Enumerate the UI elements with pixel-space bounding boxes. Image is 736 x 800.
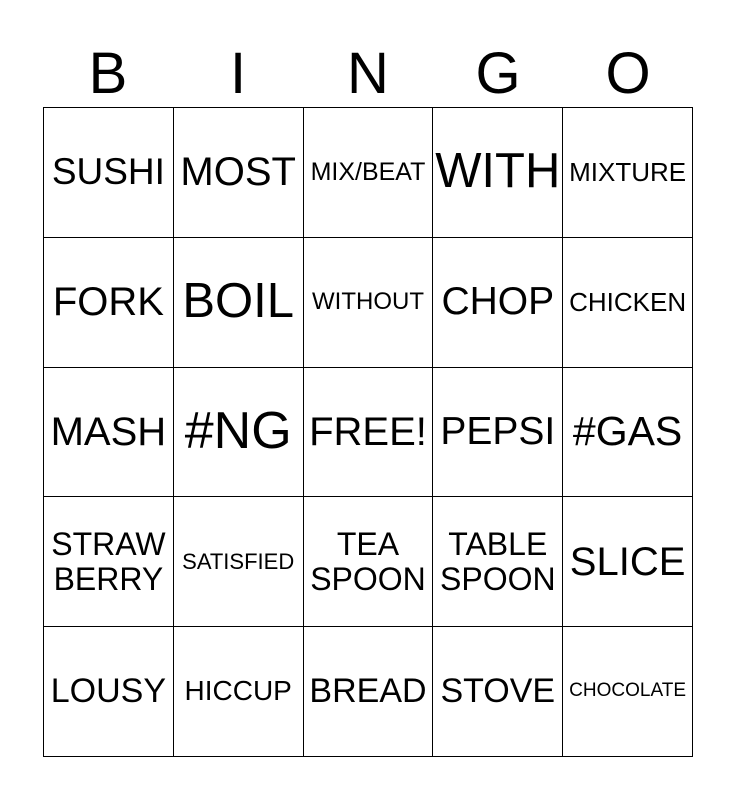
bingo-cell-label: CHICKEN (569, 286, 687, 317)
bingo-cell[interactable] (304, 108, 434, 238)
bingo-cell[interactable] (44, 497, 174, 627)
bingo-cell[interactable] (433, 108, 563, 238)
bingo-card-grid (43, 107, 693, 757)
bingo-cell-label: PEPSI (440, 409, 556, 453)
bingo-cell[interactable] (433, 497, 563, 627)
bingo-cell[interactable] (563, 368, 693, 498)
bingo-cell[interactable] (433, 627, 563, 757)
bingo-cell[interactable] (44, 368, 174, 498)
bingo-cell[interactable] (563, 627, 693, 757)
bingo-cell-label: MIXTURE (569, 157, 687, 188)
header-letter-n: N (347, 41, 389, 106)
bingo-cell-label: MOST (180, 150, 296, 195)
bingo-cell-label: SATISFIED (182, 548, 295, 574)
bingo-cell[interactable] (433, 238, 563, 368)
bingo-cell[interactable] (433, 368, 563, 498)
bingo-cell-label: SUSHI (51, 151, 165, 193)
bingo-cell-label: #NG (184, 402, 292, 461)
bingo-cell-label: WITH (435, 144, 561, 199)
bingo-cell-label: STOVE (440, 671, 556, 710)
bingo-cell[interactable] (174, 238, 304, 368)
bingo-cell[interactable] (44, 627, 174, 757)
header-letter-o: O (605, 41, 651, 106)
bingo-cell-label: HICCUP (184, 675, 292, 707)
bingo-cell-label: SLICE (569, 539, 686, 584)
bingo-cell-label: BREAD (309, 671, 427, 710)
bingo-cell-label: TEA SPOON (310, 525, 426, 597)
bingo-cell[interactable] (44, 238, 174, 368)
bingo-cell-label: WITHOUT (312, 288, 424, 315)
header-letter-b: B (88, 41, 128, 106)
bingo-cell[interactable] (563, 108, 693, 238)
bingo-cell-label: TABLE SPOON (440, 525, 556, 597)
bingo-cell[interactable] (174, 368, 304, 498)
bingo-cell-label: CHOP (441, 279, 555, 323)
bingo-cell-label: FREE! (309, 409, 427, 454)
bingo-cell[interactable] (304, 627, 434, 757)
bingo-cell[interactable] (563, 497, 693, 627)
bingo-cell-label: MIX/BEAT (310, 157, 426, 186)
bingo-cell-label: BOIL (182, 274, 295, 329)
bingo-cell-label: CHOCOLATE (569, 680, 687, 702)
bingo-cell-label: #GAS (572, 408, 683, 455)
bingo-cell[interactable] (174, 497, 304, 627)
bingo-header (43, 40, 693, 108)
bingo-cell[interactable] (174, 627, 304, 757)
bingo-cell-label: FORK (52, 280, 164, 325)
header-letter-i: I (229, 41, 247, 106)
bingo-cell[interactable] (304, 238, 434, 368)
bingo-cell[interactable] (44, 108, 174, 238)
bingo-cell[interactable] (563, 238, 693, 368)
bingo-cell-label: MASH (50, 409, 167, 454)
header-letter-g: G (475, 41, 521, 106)
bingo-cell[interactable] (174, 108, 304, 238)
bingo-cell free-space[interactable] (304, 368, 434, 498)
bingo-cell-label: LOUSY (50, 671, 167, 710)
bingo-cell[interactable] (304, 497, 434, 627)
bingo-cell-label: STRAW BERRY (51, 525, 166, 597)
